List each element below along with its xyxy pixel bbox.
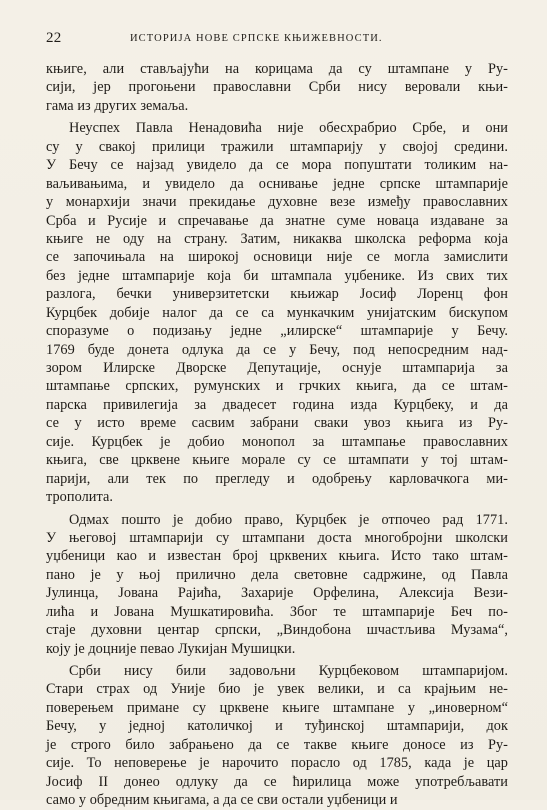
- text-line: Курцбек добије налог да се са мункачким унијатским бискупом: [46, 304, 508, 321]
- text-line: Бечу, у једној католичкој и туђинској штампарији, док: [46, 718, 508, 735]
- text-line: само у обредним књигама, а да се сви остали уџбеници и: [46, 792, 398, 809]
- text-line: штампање српских, румунских и грчких књига, да се штам-: [46, 378, 508, 395]
- text-line: су у свакој прилици тражили штампарију у својој средини.: [46, 138, 508, 155]
- text-line: У Бечу се најзад увидело да се мора попуштати толиким на-: [46, 157, 508, 174]
- text-line: разлога, бечки универзитетски књижар Јосиф Лоренц фон: [46, 286, 508, 303]
- text-line: 1769 буде донета одлука да се у Бечу, под непосредним над-: [46, 341, 508, 358]
- text-line: Јулинца, Јована Рајића, Захарије Орфелина, Алексија Вези-: [46, 585, 508, 602]
- page-header: [46, 30, 506, 50]
- text-line: у монархији значи прекидање духовне везе између православних: [46, 194, 508, 211]
- paragraph: [46, 119, 508, 506]
- text-line: ваљивањима, и увидело да оснивање једне српске штампарије: [46, 175, 508, 192]
- paragraph: [46, 662, 508, 810]
- text-line: коју је доцније певао Лукијан Мушицки.: [46, 640, 296, 657]
- text-line: У његовој штампарији су штампани доста многобројни школски: [46, 529, 508, 546]
- page-number: 22: [46, 30, 62, 46]
- body-text: [46, 60, 508, 810]
- text-line: сије. Курцбек је добио монопол за штампање православних: [46, 433, 508, 450]
- text-line: уџбеници као и известан број црквених књига. Исто тако штам-: [46, 548, 508, 565]
- text-line: пано је у њој прилично дела световне садржине, од Павла: [46, 566, 508, 583]
- text-line: Срба и Русије и спречавање да знатне суме новаца издаване за: [46, 212, 508, 229]
- text-line: књига, све црквене књиге морале су се штампати у тој штам-: [46, 452, 508, 469]
- text-line: је строго било забрањено да се такве књиге доносе из Ру-: [46, 736, 508, 753]
- text-line: књиге не оду на страну. Затим, никаква школска реформа која: [46, 230, 508, 247]
- text-line: поверењем примане су црквене књиге штампане у „иноверном“: [46, 699, 508, 716]
- text-line: се започињала на широкој основици није се могла замислити: [46, 249, 508, 266]
- text-line: гама из других земаља.: [46, 97, 189, 114]
- text-line: зором Илирске Дворске Депутације, оснује штампарија за: [46, 360, 508, 376]
- text-line: сије. То неповерење је нарочито порасло од 1785, када је цар: [46, 755, 508, 772]
- text-line: споразуме о подизању једне „илирске“ штампарије у Бечу.: [46, 323, 508, 340]
- paragraph: [46, 511, 508, 659]
- text-line: парији, али тек по прегледу и одобрењу карловачкога ми-: [46, 470, 508, 487]
- text-line: Стари страх од Уније био је увек велики, и са крајњим не-: [46, 681, 508, 698]
- text-line: без једне штампарије која би штампала уџбенике. Из свих тих: [46, 267, 508, 284]
- text-line: стаје духовни центар српски, „Виндобона шчастљива Музама“,: [46, 622, 508, 639]
- text-line: парска привилегија за двадесет година изда Курцбеку, и да: [46, 396, 508, 413]
- text-line: трополита.: [46, 489, 113, 506]
- text-line: књиге, али стављајући на корицама да су штампане у Ру-: [46, 61, 508, 77]
- text-line: Неуспех Павла Ненадовића није обесхрабрио Србе, и они: [69, 120, 508, 137]
- text-line: лића и Јована Мушкатировића. Због те штампарије Беч по-: [46, 603, 508, 620]
- text-line: Срби нису били задовољни Курцбековом штампаријом.: [69, 663, 508, 679]
- running-head: ИСТОРИЈА НОВЕ СРПСКЕ КЊИЖЕВНОСТИ.: [130, 33, 383, 44]
- text-line: се у исто време сасвим забрани сваки увоз књига из Ру-: [46, 415, 508, 432]
- text-line: Одмах пошто је добио право, Курцбек је отпочео рад 1771.: [69, 511, 508, 528]
- text-line: Јосиф II донео одлуку да се ћирилица може употребљавати: [46, 773, 508, 790]
- paragraph: [46, 60, 508, 115]
- text-line: сији, јер прогоњени православни Срби нису веровали књи-: [46, 79, 508, 96]
